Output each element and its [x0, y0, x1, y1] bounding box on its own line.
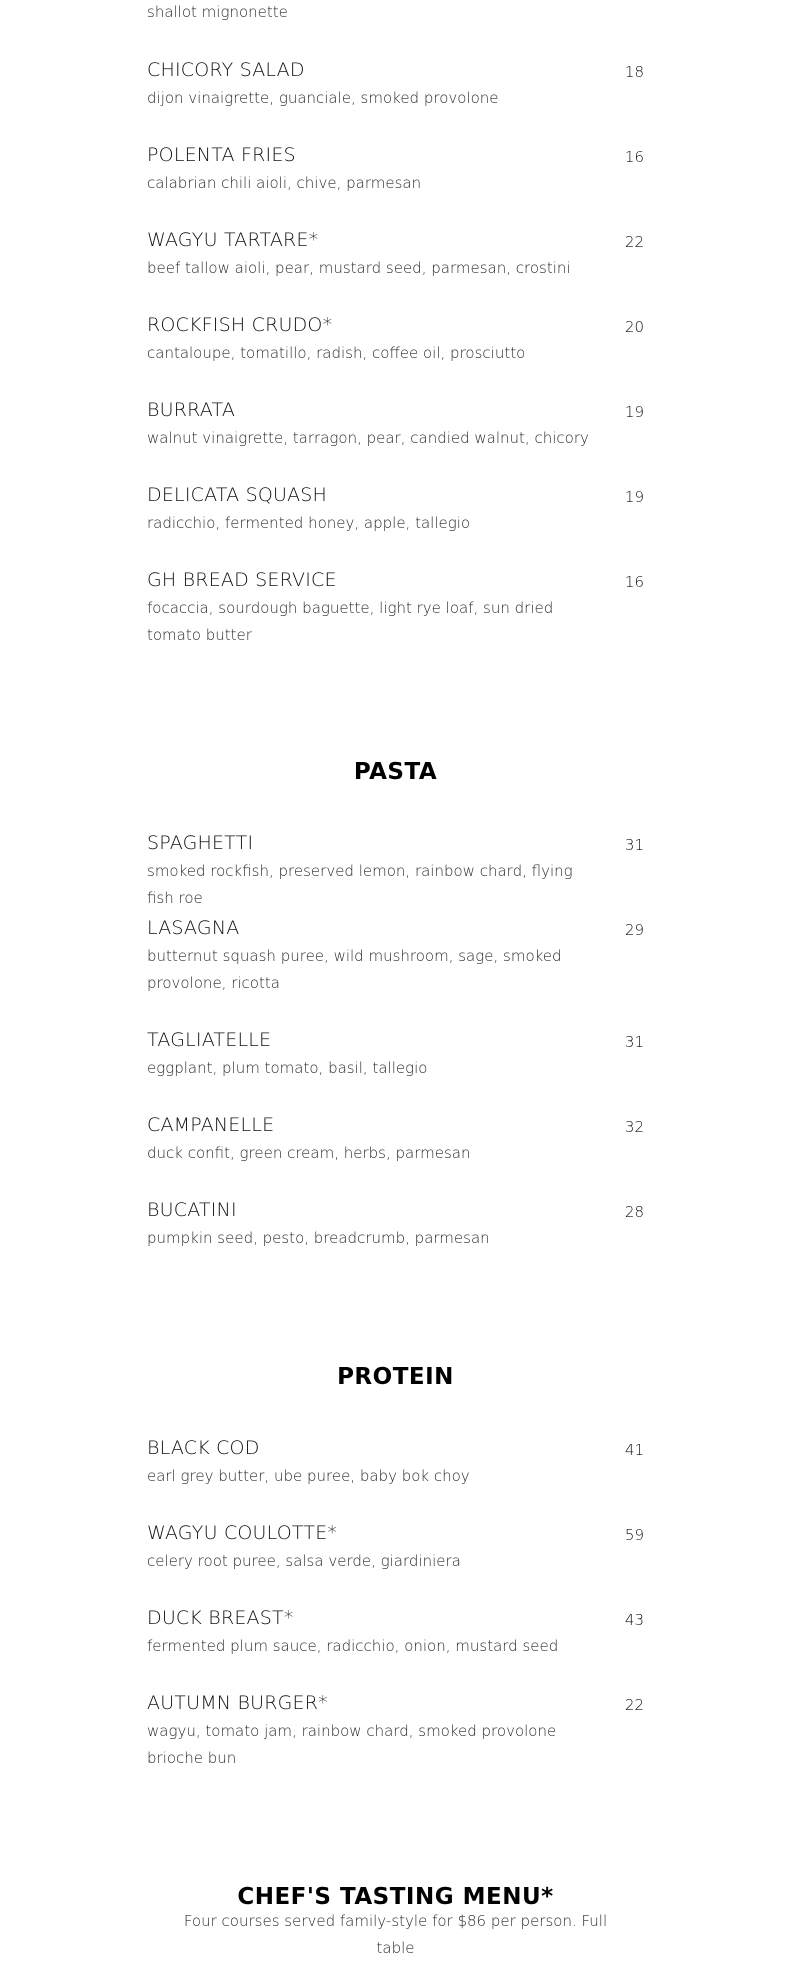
item-name: DELICATA SQUASH — [147, 484, 328, 506]
item-description: walnut vinaigrette, tarragon, pear, candied walnut, chicory — [147, 429, 589, 447]
item-description: duck confit, green cream, herbs, parmesan — [147, 1144, 471, 1162]
item-description: smoked rockfish, preserved lemon, rainbow chard, flying fish roe — [147, 862, 573, 907]
section-heading-chefs-tasting-menu: CHEF'S TASTING MENU* — [237, 1884, 554, 1910]
item-name: CHICORY SALAD — [147, 59, 305, 81]
item-description: beef tallow aioli, pear, mustard seed, parmesan, crostini — [147, 259, 571, 277]
item-price: 59 — [624, 1526, 644, 1544]
item-price: 16 — [624, 573, 644, 591]
item-price: 19 — [624, 403, 644, 421]
item-price: 22 — [624, 233, 644, 251]
item-name: BURRATA — [147, 399, 236, 421]
item-name: WAGYU COULOTTE* — [147, 1522, 338, 1544]
item-price: 28 — [624, 1203, 644, 1221]
item-price: 43 — [624, 1611, 644, 1629]
item-name: GH BREAD SERVICE — [147, 569, 337, 591]
item-description: fermented plum sauce, radicchio, onion, mustard seed — [147, 1637, 559, 1655]
item-description: dijon vinaigrette, guanciale, smoked provolone — [147, 89, 499, 107]
item-name: BUCATINI — [147, 1199, 237, 1221]
item-name: WAGYU TARTARE* — [147, 229, 319, 251]
item-description: butternut squash puree, wild mushroom, sage, smoked provolone, ricotta — [147, 947, 562, 992]
item-description: focaccia, sourdough baguette, light rye loaf, sun dried tomato butter — [147, 599, 554, 644]
item-price: 32 — [624, 1118, 644, 1136]
item-description: calabrian chili aioli, chive, parmesan — [147, 174, 422, 192]
item-name: TAGLIATELLE — [147, 1029, 272, 1051]
item-description: cantaloupe, tomatillo, radish, coffee oil, prosciutto — [147, 344, 526, 362]
section-heading-protein: PROTEIN — [337, 1364, 454, 1390]
item-price: 16 — [624, 148, 644, 166]
item-description: wagyu, tomato jam, rainbow chard, smoked provolone brioche bun — [147, 1722, 557, 1767]
item-description: earl grey butter, ube puree, baby bok choy — [147, 1467, 470, 1485]
section-heading-pasta: PASTA — [353, 759, 438, 785]
item-price: 29 — [624, 921, 644, 939]
item-price: 41 — [624, 1441, 644, 1459]
item-name: AUTUMN BURGER* — [147, 1692, 328, 1714]
item-name: DUCK BREAST* — [147, 1607, 294, 1629]
item-name: CAMPANELLE — [147, 1114, 275, 1136]
item-price: 31 — [624, 1033, 644, 1051]
top-item-description: shallot mignonette — [147, 3, 288, 21]
item-description: celery root puree, salsa verde, giardiniera — [147, 1552, 461, 1570]
item-description: eggplant, plum tomato, basil, tallegio — [147, 1059, 428, 1077]
item-name: BLACK COD — [147, 1437, 260, 1459]
item-description: radicchio, fermented honey, apple, tallegio — [147, 514, 471, 532]
tasting-menu-description: Four courses served family-style for $86 per person. Full table — [183, 1912, 608, 1957]
item-price: 18 — [624, 63, 644, 81]
item-price: 31 — [624, 836, 644, 854]
item-description: pumpkin seed, pesto, breadcrumb, parmesan — [147, 1229, 490, 1247]
item-name: POLENTA FRIES — [147, 144, 296, 166]
item-price: 22 — [624, 1696, 644, 1714]
item-name: LASAGNA — [147, 917, 240, 939]
item-price: 20 — [624, 318, 644, 336]
item-name: ROCKFISH CRUDO* — [147, 314, 333, 336]
item-name: SPAGHETTI — [147, 832, 254, 854]
item-price: 19 — [624, 488, 644, 506]
